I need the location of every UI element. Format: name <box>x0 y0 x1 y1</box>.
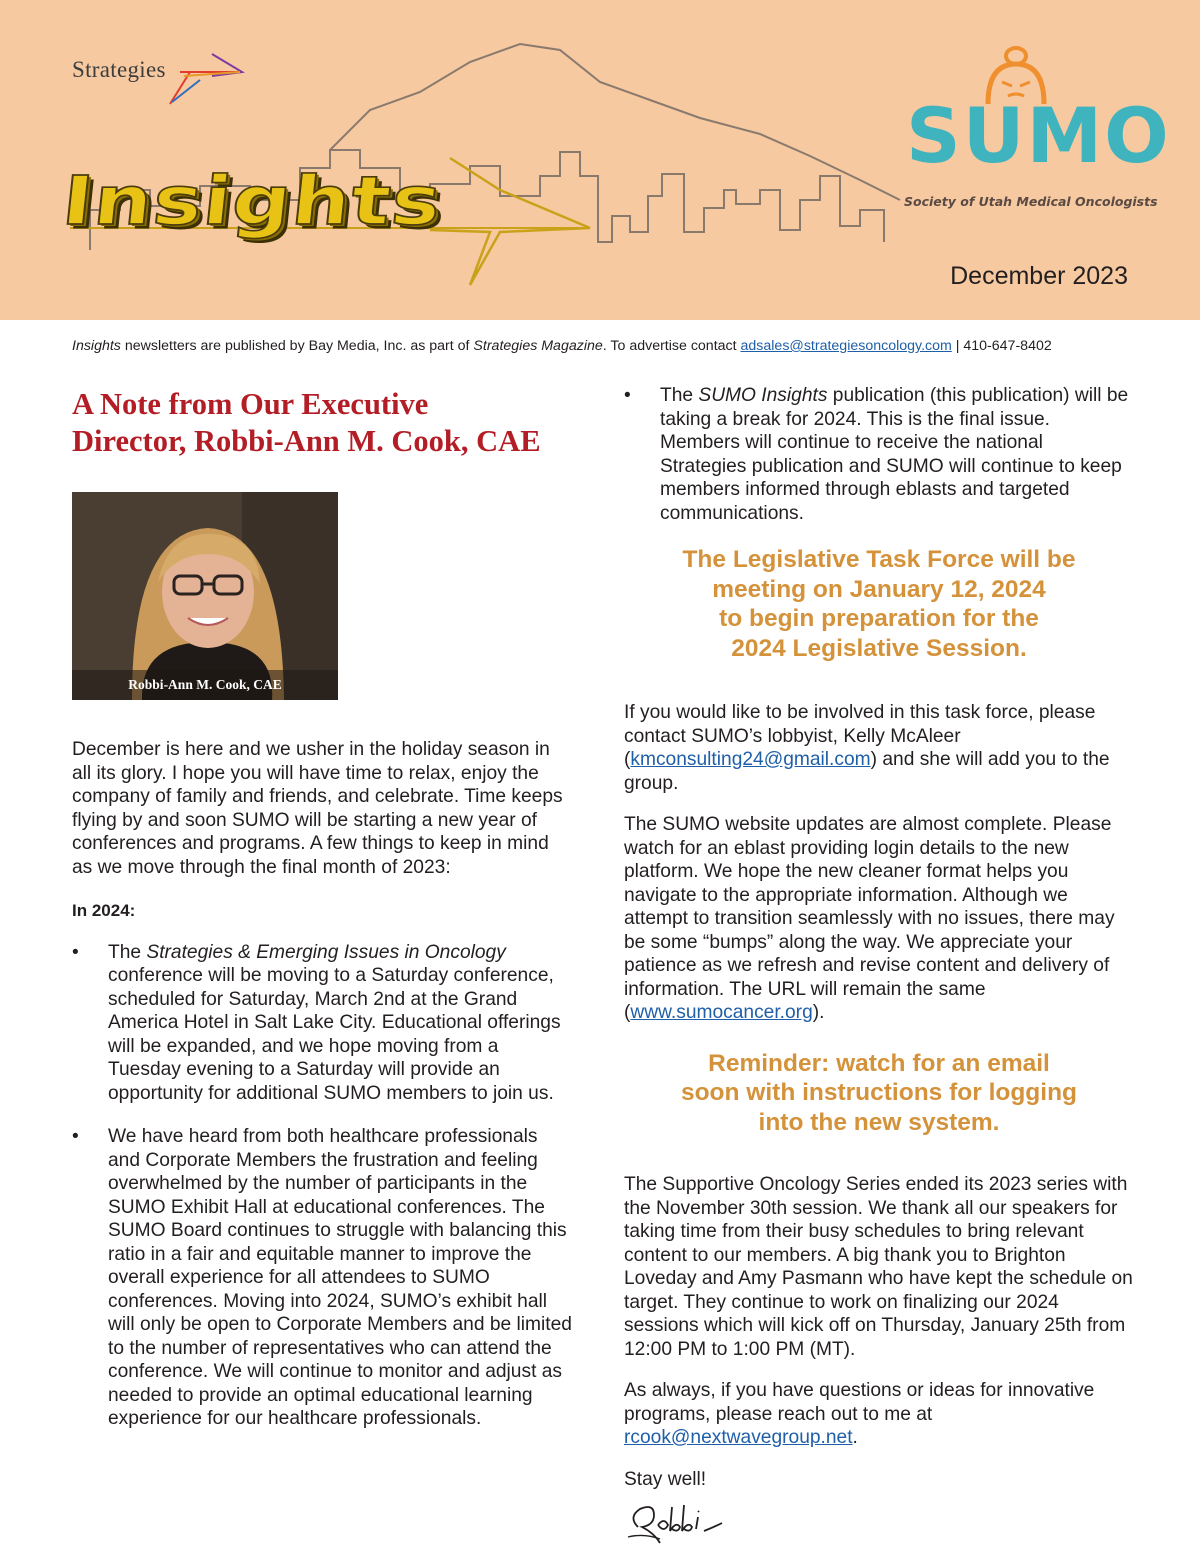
phone-text: | 410-647-8402 <box>951 338 1052 354</box>
sumo-full-name: Society of Utah Medical Oncologists <box>904 194 1158 209</box>
bullet-list-right <box>624 384 1134 525</box>
photo-caption: Robbi-Ann M. Cook, CAE <box>72 670 338 700</box>
magazine-name: Strategies Magazine <box>473 338 603 354</box>
contact-email-link[interactable]: rcook@nextwavegroup.net <box>624 1427 853 1448</box>
portrait-illustration <box>72 492 338 700</box>
publication-info <box>72 338 1132 354</box>
sumo-logo: SUMO <box>906 91 1171 180</box>
newsletter-header <box>0 0 1200 320</box>
website-link[interactable]: www.sumocancer.org <box>630 1002 813 1023</box>
ad-sales-email-link[interactable]: adsales@strategiesoncology.com <box>740 338 952 354</box>
list-item: • The Strategies & Emerging Issues in Oncology conference will be moving to a Saturday conference, scheduled for Saturday, March 2nd at the Grand America Hotel in Salt Lake City. Educational offerings will be expanded, and we hope moving from a Tuesday evening to a Saturday will provide an opportunity for additional SUMO members to join us. <box>72 941 561 1104</box>
sign-off: Stay well! <box>624 1468 707 1490</box>
bullet-icon: • <box>72 1126 79 1147</box>
issue-date: December 2023 <box>950 262 1128 290</box>
task-force-paragraph: If you would like to be involved in this task force, please contact SUMO’s lobbyist, Kelly McAleer (kmconsulting24@gmail.com) and she will add you to the group. <box>624 702 1110 794</box>
list-item: • The SUMO Insights publication (this publication) will be taking a break for 2024. This is the final issue. Members will continue to receive the national Strategies publication and SUMO will continue to keep members informed through eblasts and targeted communications. <box>624 385 1129 524</box>
insights-logo: Insights <box>58 162 446 241</box>
handwritten-signature <box>624 1497 734 1549</box>
conference-name: Strategies & Emerging Issues in Oncology <box>146 941 506 963</box>
website-paragraph: The SUMO website updates are almost complete. Please watch for an eblast providing login details to the new platform. We hope the new cleaner format helps you navigate to the appropriate information. Although we attempt to transition seamlessly with no issues, there may be some “bumps” along the way. We appreciate your patience as we refresh and revise content and delivery of information. The URL will remain the same (www.sumocancer.org). <box>624 814 1115 1023</box>
closing-paragraph: As always, if you have questions or ideas for innovative programs, please reach out to me at rcook@nextwavegroup.net. <box>624 1380 1095 1448</box>
list-item: • We have heard from both healthcare professionals and Corporate Members the frustration and feeling overwhelmed by the number of participants in the SUMO Exhibit Hall at educational conferences. The SUMO Board continues to struggle with balancing this ratio in a fair and equitable manner to improve the overall experience for all attendees to SUMO conferences. Moving into 2024, SUMO’s exhibit hall will only be open to Corporate Members and be limited to the number of representatives who can attend the conference. We will continue to monitor and adjust as needed to provide an optimal educational learning experience for our healthcare professionals. <box>72 1126 572 1429</box>
strategies-logo: Strategies <box>72 57 166 82</box>
publication-name: SUMO Insights <box>698 385 828 406</box>
publisher-text: newsletters are published by Bay Media, Inc. as part of <box>120 338 474 354</box>
bullet-icon: • <box>72 941 79 963</box>
article-title-line1: A Note from Our Executive <box>72 387 429 421</box>
author-photo <box>72 492 338 700</box>
bullet-list-left <box>72 941 572 1431</box>
lobbyist-email-link[interactable]: kmconsulting24@gmail.com <box>630 749 871 770</box>
in-2024-heading: In 2024: <box>72 901 136 920</box>
article-title <box>72 386 572 460</box>
intro-paragraph: December is here and we usher in the holiday season in all its glory. I hope you will have time to relax, enjoy the company of family and friends, and celebrate. Time keeps flying by and soon SUMO will be starting a new year of conferences and programs. A few things to keep in mind as we move through the final month of 2023: <box>72 739 563 878</box>
legislative-callout: The Legislative Task Force will be meeting on January 12, 2024 to begin preparation for the 2024 Legislative Session. <box>682 546 1076 662</box>
article-title-line2: Director, Robbi-Ann M. Cook, CAE <box>72 424 541 458</box>
supportive-oncology-paragraph: The Supportive Oncology Series ended its 2023 series with the November 30th session. We thank all our speakers for taking time from their busy schedules to bring relevant content to our members. A big thank you to Brighton Loveday and Amy Pasmann who have kept the schedule on target. They continue to work on finalizing our 2024 sessions which will kick off on Thursday, January 25th from 12:00 PM to 1:00 PM (MT). <box>624 1174 1133 1360</box>
left-column <box>72 386 572 1451</box>
insights-label: Insights <box>72 338 121 354</box>
reminder-callout: Reminder: watch for an email soon with instructions for logging into the new system. <box>680 1049 1078 1136</box>
advertise-text: . To advertise contact <box>602 338 741 354</box>
right-column <box>624 384 1134 1556</box>
bullet-icon: • <box>624 385 631 406</box>
